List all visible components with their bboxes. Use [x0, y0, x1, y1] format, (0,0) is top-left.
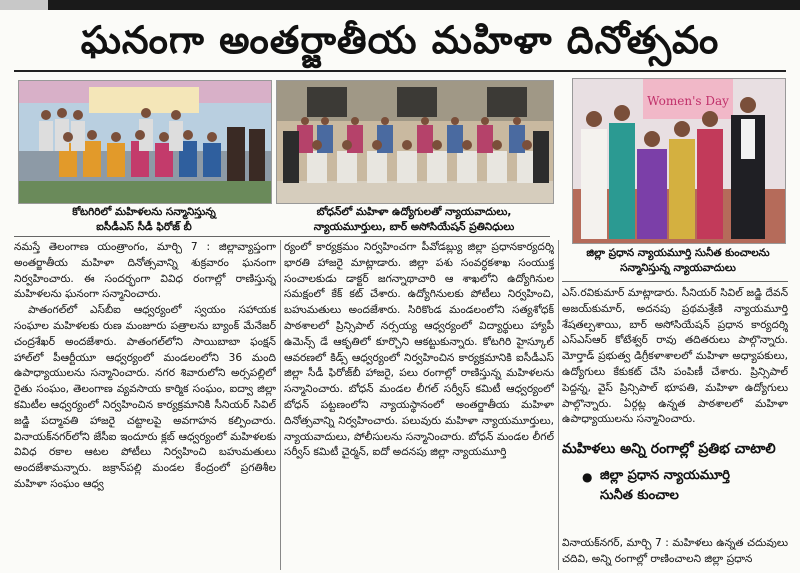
top-bar-tab — [0, 0, 48, 10]
article-column-2 — [284, 240, 554, 570]
column-divider — [558, 240, 559, 570]
caption-rule-left — [14, 236, 550, 237]
article-column-3 — [562, 286, 788, 426]
article-column-3b — [562, 536, 788, 570]
photo-bodhan — [276, 80, 554, 204]
caption-rule-right — [562, 281, 788, 282]
subheadline: మహిళలు అన్ని రంగాల్లో ప్రతిభ చాటాలి — [562, 441, 776, 457]
headline-rule — [14, 70, 786, 72]
caption-photo3: జిల్లా ప్రధాన న్యాయమూర్తి సునీత కుంచాలను సన్మానిస్తున్న న్యాయవాదులు — [586, 247, 770, 274]
headline: ఘనంగా అంతర్జాతీయ మహిళా దినోత్సవం — [80, 18, 720, 62]
byline: జిల్లా ప్రధాన న్యాయమూర్తి సునీత కుంచాల — [600, 468, 730, 503]
article-paragraph: ఎస్‌.రవికుమార్‌ మాట్లాడారు. సీనియర్‌ సివిల్‌ జడ్జి దేవన్‌ అజయ్‌కుమార్‌, అదనపు ప్రథమశ్రేణి న్యాయమూర్తి శేషతల్పశాయి, బార్‌ అసోసియేషన్‌ ప్రధాన కార్యదర్శి ఎస్‌ఎస్‌ఆర్‌ కోటేశ్వర్‌ రావు తదితరులు పాల్గొన్నారు. మోర్తాడ్‌ ప్రభుత్వ డిగ్రీకళాశాలలో మహిళా అధ్యాపకులు, ఉద్యోగులు కేకుకట్‌ చేసి పంపిణీ చేశారు. ప్రిన్సిపాల్‌ పెద్దన్న, వైస్‌ ప్రిన్సిపాల్‌ భూపతి, మహిళా ఉద్యోగులు పాల్గొన్నారు. ఏర్గట్ల ఉన్నత పాఠశాలలో మహిళా ఉపాధ్యాయులను సన్మానించారు. — [562, 287, 788, 426]
caption-photo2: బోధన్‌లో మహిళా ఉద్యోగులతో న్యాయవాదులు, న్యాయమూర్తులు, బార్‌ అసోసియేషన్‌ ప్రతినిధులు — [313, 206, 515, 233]
article-paragraph: వినాయక్‌నగర్‌, మార్చి 7 : మహిళలు ఉన్నత చదువులు చదివి, అన్ని రంగాల్లో రాణించాలని జిల్లా ప్రధాన — [562, 537, 788, 565]
photo-judge-sunitha — [572, 78, 786, 244]
article-paragraph: నమస్తే తెలంగాణ యంత్రాంగం, మార్చి 7 : జిల్లావ్యాప్తంగా అంతర్జాతీయ మహిళా దినోత్సవాన్ని శుక్రవారం ఘనంగా నిర్వహించారు. ఈ సందర్భంగా వివిధ రంగాల్లో రాణిస్తున్న మహిళలను ఘనంగా సన్మానించారు. — [14, 241, 276, 301]
article-paragraph: పాతంగల్‌లో ఎస్‌బీఐ ఆధ్వర్యంలో స్వయం సహాయక సంఘాల మహిళలకు రుణ మంజూరు పత్రాలను బ్యాంక్‌ మేనేజర్‌ చంద్రశేఖర్‌ అందజేశారు. పాతంగల్‌లోని సాయిబాబా ఫంక్షన్‌ హాల్‌లో పీఆర్టీయూ ఆధ్వర్యంలో మండలంలోని 36 మంది ఉపాధ్యాయులను సన్మానించారు. నగర శివారులోని అర్సపల్లిలో రైతు సంఘం, తెలంగాణ వ్యవసాయ కార్మిక సంఘం, ఐద్వా జిల్లా కమిటీల ఆధ్వర్యంలో నిర్వహించిన కార్యక్రమానికి సీనియర్‌ సివిల్‌ జడ్జి పద్మావతి హాజరై చట్టాలపై అవగాహన కల్పించారు. వినాయక్‌నగర్‌లోని జేసీఐ ఇందూరు క్లబ్‌ ఆధ్వర్యంలో మహిళలకు వివిధ రకాల ఆటల పోటీలు నిర్వహించి బహుమతులు అందజేశామన్నారు. జక్రాన్‌పల్లి మండల కేంద్రంలో ప్రగతిశీల మహిళా సంఘం ఆధ్వ — [14, 304, 276, 490]
caption-photo1: కోటగిరిలో మహిళలను సన్మానిస్తున్న ఐసీడీఎస్‌ సీడీ ఫిరోజ్‌ బీ — [72, 206, 216, 233]
article-column-1 — [14, 240, 276, 570]
photo-kotagiri — [18, 80, 272, 204]
column-divider — [280, 240, 281, 570]
photo3-sign-text: Women's Day — [647, 94, 729, 108]
article-paragraph: ర్యంలో కార్యక్రమం నిర్వహించగా పీవోడబ్ల్యు జిల్లా ప్రధానకార్యదర్శి భారతి హాజరై మాట్లాడారు. జిల్లా పశు సంవర్ధకశాఖ సంయుక్త సంచాలకుడు డాక్టర్‌ జగన్నాథాచారి ఆ శాఖలోని ఉద్యోగినుల సమక్షంలో కేక్‌ కట్‌ చేశారు. ఉద్యోగినులకు పోటీలు నిర్వహించి, బహుమతులు అందజేశారు. సిరికొండ మండలంలోని సత్యశోధక్‌ పాఠశాలలో ప్రిన్సిపాల్‌ నర్సయ్య ఆధ్వర్యంలో విద్యార్థులు హ్యాపీ ఉమెన్స్‌ డే ఆకృతిలో కూర్చొని ఆకట్టుకున్నారు. కోటగిరి హైస్కూల్‌ ఆవరణలో కిడ్స్‌ ఆధ్వర్యంలో నిర్వహించిన కార్యక్రమానికి ఐసీడీఎస్‌ జిల్లా సీడీ ఫిరోజ్‌బీ హాజరై, పలు రంగాల్లో రాణిస్తున్న మహిళలను సన్మానించారు. బోధన్‌ మండల లీగల్‌ సర్వీస్‌ కమిటీ ఆధ్వర్యంలో బోధన్‌ పట్టణంలోని న్యాయస్థానంలో అంతర్జాతీయ మహిళా దినోత్సవాన్ని నిర్వహించారు. పలువురు మహిళా న్యాయమూర్తులు, న్యాయవాదులు, పోలీసులను సన్మానించారు. బోధన్‌ మండల లీగల్‌ సర్వీస్‌ కమిటీ చైర్మన్‌, ఐదో అదనపు జిల్లా న్యాయమూర్తి — [284, 241, 554, 459]
top-bar — [0, 0, 800, 10]
byline-bullet: ● — [582, 470, 593, 484]
